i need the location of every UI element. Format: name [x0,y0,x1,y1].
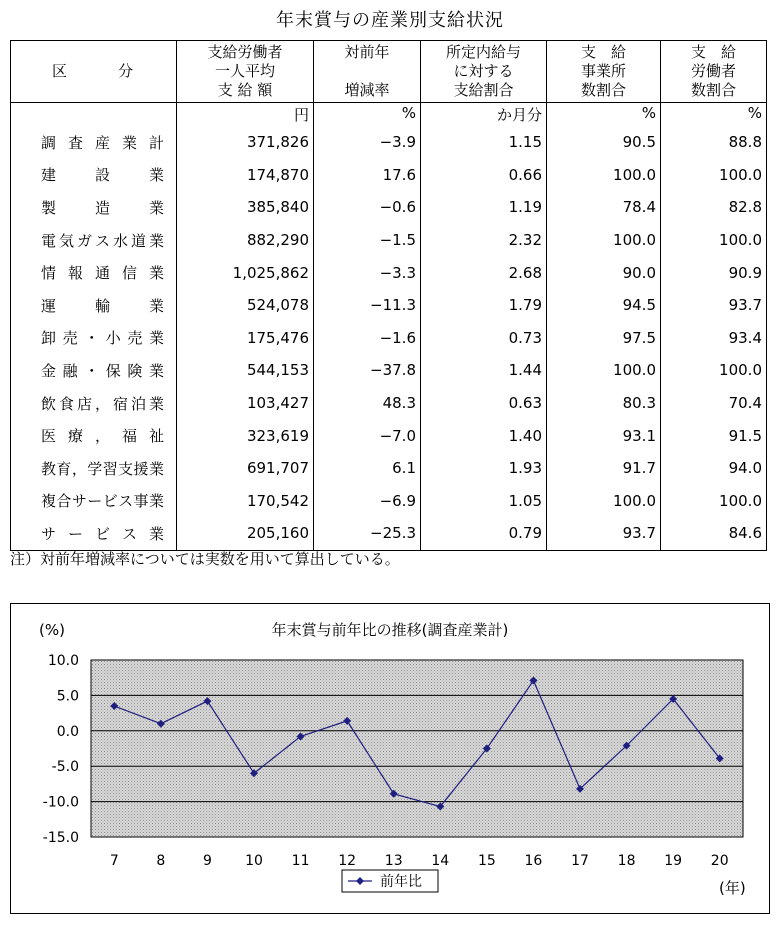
value-cell: 91.5 [661,419,767,452]
column-header-line: 一人平均 [214,62,275,80]
x-tick-label: 11 [291,853,310,869]
value-cell: −3.3 [314,256,421,289]
value-cell: 1,025,862 [177,256,314,289]
value-cell: 94.5 [547,289,661,322]
value-cell: 1.44 [421,354,547,387]
x-tick-label: 7 [109,853,119,869]
industry-label: 教育，学習支援業 [11,452,177,485]
industry-label: 調査産業計 [11,126,177,159]
table-row [11,452,767,485]
value-cell: 385,840 [177,191,314,224]
industry-label: 電気ガス水道業 [11,224,177,257]
column-header-line: 支 給 [690,43,736,61]
y-tick-label: 5.0 [56,688,79,705]
x-tick-label: 19 [664,853,683,869]
industry-label: 飲食店，宿泊業 [11,387,177,420]
industry-label: 金融・保険業 [11,354,177,387]
column-header-line: 事業所 [580,62,626,80]
value-cell: 100.0 [661,224,767,257]
value-cell: 323,619 [177,419,314,452]
line-chart [11,604,769,913]
x-tick-label: 12 [338,853,357,869]
column-header [11,41,177,103]
industry-label: サービス業 [11,517,177,550]
column-header-line: 数割合 [690,81,736,99]
table-row [11,419,767,452]
x-axis-label: (年) [719,879,746,897]
table-body [11,103,767,551]
industry-label: 建設業 [11,159,177,192]
column-header-line: 労働者 [690,62,736,80]
value-cell: 691,707 [177,452,314,485]
footnote: 注）対前年増減率については実数を用いて算出している。 [10,550,400,568]
industry-label: 運輸業 [11,289,177,322]
value-cell: 882,290 [177,224,314,257]
table-row [11,224,767,257]
value-cell: 1.05 [421,485,547,518]
value-cell: 100.0 [547,224,661,257]
industry-label: 医療，福祉 [11,419,177,452]
x-tick-label: 15 [477,853,496,869]
column-header-line: 支 給 額 [217,81,273,99]
x-tick-label: 18 [617,853,636,869]
table-row [11,289,767,322]
value-cell: 103,427 [177,387,314,420]
y-axis-label: (%) [39,621,65,639]
column-header [421,41,547,103]
value-cell: 78.4 [547,191,661,224]
table-row [11,354,767,387]
y-tick-label: -10.0 [42,794,79,811]
table-row [11,485,767,518]
legend-label: 前年比 [380,874,422,890]
y-tick-label: 0.0 [56,723,79,740]
value-cell: 17.6 [314,159,421,192]
table-row [11,256,767,289]
value-cell: −1.6 [314,322,421,355]
unit-cell: % [661,103,767,127]
value-cell: 48.3 [314,387,421,420]
value-cell: 174,870 [177,159,314,192]
value-cell: 93.7 [547,517,661,550]
plot-area [91,660,743,837]
y-tick-label: -5.0 [51,759,79,776]
x-tick-label: 8 [156,853,166,869]
value-cell: 1.93 [421,452,547,485]
y-tick-label: -15.0 [42,830,79,846]
industry-label: 卸売・小売業 [11,322,177,355]
value-cell: 524,078 [177,289,314,322]
value-cell: 82.8 [661,191,767,224]
value-cell: 205,160 [177,517,314,550]
unit-cell: か月分 [421,103,547,127]
industry-label: 製造業 [11,191,177,224]
column-header-line [316,62,418,81]
value-cell: 70.4 [661,387,767,420]
value-cell: 97.5 [547,322,661,355]
value-cell: 100.0 [547,354,661,387]
column-header-line: 区 分 [51,62,151,80]
x-tick-label: 20 [710,853,729,869]
value-cell: 0.63 [421,387,547,420]
value-cell: −7.0 [314,419,421,452]
page-title: 年末賞与の産業別支給状況 [276,10,504,31]
table-row [11,322,767,355]
value-cell: 2.32 [421,224,547,257]
column-header [547,41,661,103]
column-header-line: 支 給 [580,43,626,61]
value-cell: 84.6 [661,517,767,550]
x-tick-label: 9 [202,853,212,869]
value-cell: −11.3 [314,289,421,322]
x-tick-label: 10 [245,853,263,869]
x-tick-label: 16 [524,853,543,869]
value-cell: 0.66 [421,159,547,192]
unit-cell: % [314,103,421,127]
value-cell: 90.9 [661,256,767,289]
value-cell: 93.7 [661,289,767,322]
table-row [11,387,767,420]
y-tick-label: 10.0 [47,653,79,669]
table-header-row [11,41,767,103]
value-cell: 6.1 [314,452,421,485]
value-cell: 100.0 [661,159,767,192]
value-cell: −0.6 [314,191,421,224]
column-header-line: 増減率 [344,81,390,99]
value-cell: −25.3 [314,517,421,550]
value-cell: 90.0 [547,256,661,289]
value-cell: 100.0 [661,354,767,387]
table-row [11,126,767,159]
value-cell: 100.0 [547,485,661,518]
value-cell: 100.0 [547,159,661,192]
value-cell: 88.8 [661,126,767,159]
value-cell: 93.1 [547,419,661,452]
value-cell: 0.79 [421,517,547,550]
bonus-table [10,40,767,551]
value-cell: 93.4 [661,322,767,355]
value-cell: 1.79 [421,289,547,322]
value-cell: 175,476 [177,322,314,355]
chart-title: 年末賞与前年比の推移(調査産業計) [271,621,509,639]
value-cell: 544,153 [177,354,314,387]
value-cell: 1.19 [421,191,547,224]
industry-label: 情報通信業 [11,256,177,289]
column-header-line: 対前年 [344,43,390,61]
table-row [11,191,767,224]
unit-cell: % [547,103,661,127]
value-cell: −37.8 [314,354,421,387]
value-cell: −3.9 [314,126,421,159]
column-header [314,41,421,103]
unit-cell: 円 [177,103,314,127]
column-header-line: 支給労働者 [207,43,283,61]
value-cell: 80.3 [547,387,661,420]
value-cell: 371,826 [177,126,314,159]
table-row [11,517,767,550]
x-tick-label: 13 [384,853,403,869]
table-row [11,159,767,192]
value-cell: 1.40 [421,419,547,452]
unit-cell [11,103,177,127]
units-row [11,103,767,127]
value-cell: 100.0 [661,485,767,518]
column-header-line: 支給割合 [453,81,514,99]
value-cell: −6.9 [314,485,421,518]
value-cell: 91.7 [547,452,661,485]
value-cell: 170,542 [177,485,314,518]
x-tick-label: 17 [571,853,589,869]
column-header-line: 所定内給与 [445,43,521,61]
column-header [177,41,314,103]
chart-container [10,603,770,914]
value-cell: 2.68 [421,256,547,289]
column-header-line: 数割合 [580,81,626,99]
value-cell: 94.0 [661,452,767,485]
column-header-line: に対する [453,62,514,80]
column-header [661,41,767,103]
x-tick-label: 14 [431,853,450,869]
value-cell: 0.73 [421,322,547,355]
value-cell: 1.15 [421,126,547,159]
value-cell: −1.5 [314,224,421,257]
value-cell: 90.5 [547,126,661,159]
industry-label: 複合サービス事業 [11,485,177,518]
